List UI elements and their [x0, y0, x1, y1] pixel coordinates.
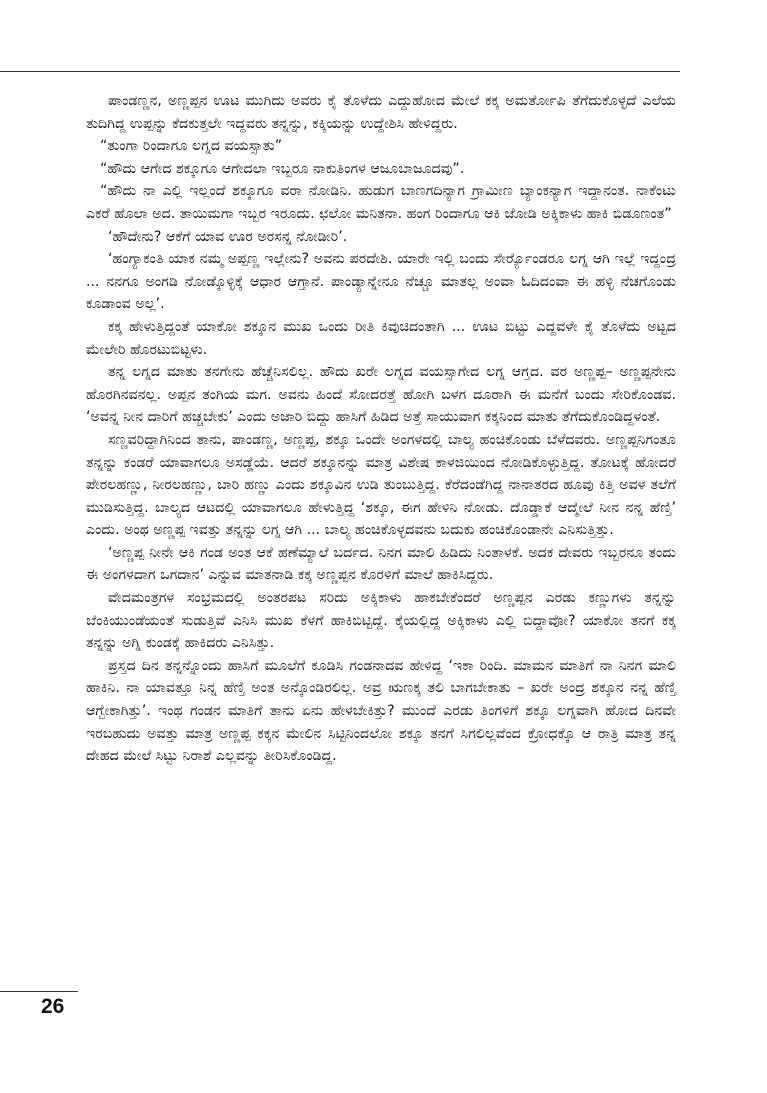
paragraph-4: “ಹೌದು ನಾ ಎಲ್ಲಿ ಇಲ್ಲಂದೆ ಶಕ್ಕೂಗೂ ವರಾ ನೋಡಿನಿ. ಹುಡುಗ ಬಾಣಗದಿನ್ಯಾಗ ಗ್ರಾಮೀಣ ಬ್ಯಾಂಕನ್ಯಾಗ ಇದ್ದಾನಂತ. ನಾಕೆಂಟು ಎಕರೆ ಹೊಲಾ ಅದ. ತಾಯಿಮಗಾ ಇಬ್ಬರ ಇರೂದು. ಛಲೋ ಮನಿತನಾ. ಹಂಗ ರಿಂದಾಗೂ ಆಕಿ ಜೋಡಿ ಅಕ್ಕಿಕಾಳು ಹಾಕಿ ಬಿಡೂಣಂತ”: [86, 183, 676, 222]
paragraph-8: ತನ್ನ ಲಗ್ನದ ಮಾತು ತನಗೇನು ಹೆಚ್ಚೆನಿಸಲಿಲ್ಲ. ಹೌದು ಖರೇ ಲಗ್ನದ ವಯಸ್ಸಾಗೇದ ಲಗ್ನ ಆಗ್ತದ. ವರ ಅಣ್ಣಪ್ಪ– ಅಣ್ಣಪ್ಪನೇನು ಹೊರಗಿನವನಲ್ಲ. ಅಪ್ಪನ ತಂಗಿಯ ಮಗ. ಅವನು ಹಿಂದೆ ಸೋದರತ್ತೆ ಹೋಗಿ ಬಳಗ ದೂರಾಗಿ ಈ ಮನೆಗೆ ಬಂದು ಸೇರಿಕೊಂಡವ. ‘ಅವನ್ನ ನೀನ ದಾರಿಗೆ ಹಚ್ಚಬೇಕು’ ಎಂದು ಅಜಾರಿ ಬಿದ್ದು ಹಾಸಿಗೆ ಹಿಡಿದ ಅತ್ತೆ ಸಾಯುವಾಗ ಕಕ್ಕನಿಂದ ಮಾತು ತೆಗೆದುಕೊಂಡಿದ್ದಳಂತೆ.: [86, 364, 676, 426]
paragraph-12: ಪ್ರಸ್ತದ ದಿನ ತನ್ನನ್ನೊಂದು ಹಾಸಿಗೆ ಮೂಲೆಗೆ ಕೂಡಿಸಿ ಗಂಡನಾದವ ಹೇಳಿದ್ದ ‘ಇಕಾ ರಿಂದಿ. ಮಾಮನ ಮಾತಿಗೆ ನಾ ನಿನಗ ಮಾಲಿ ಹಾಕಿನಿ. ನಾ ಯಾವತ್ತೂ ನಿನ್ನ ಹೆಣ್ತಿ ಅಂತ ಅನ್ಕೊಂಡಿರಲಿಲ್ಲ. ಅವ್ರ ಋಣಕ್ಕ ತಲಿ ಬಾಗಬೇಕಾತು – ಖರೇ ಅಂದ್ರ ಶಕ್ಕೂನ ನನ್ನ ಹೆಣ್ತಿ ಆಗ್ಬೇಕಾಗಿತ್ತು’. ಇಂಥ ಗಂಡನ ಮಾತಿಗೆ ತಾನು ಏನು ಹೇಳಬೇಕಿತ್ತು? ಮುಂದೆ ಎರಡು ತಿಂಗಳಿಗೆ ಶಕ್ಕೂ ಲಗ್ನವಾಗಿ ಹೋದ ದಿನವೇ ಇರಬಹುದು ಅವತ್ತು ಮಾತ್ರ ಅಣ್ಣಪ್ಪ ಕಕ್ಕನ ಮೇಲಿನ ಸಿಟ್ಟಿನಿಂದಲೋ ಶಕ್ಕೂ ತನಗೆ ಸಿಗಲಿಲ್ಲವೆಂದ ಕ್ರೋಧಕ್ಕೊ ಆ ರಾತ್ರಿ ಮಾತ್ರ ತನ್ನ ದೇಹದ ಮೇಲೆ ಸಿಟ್ಟು ನಿರಾಶೆ ಎಲ್ಲವನ್ನು ತೀರಿಸಿಕೊಂಡಿದ್ದ.: [86, 657, 676, 765]
footer-rule: [0, 991, 78, 992]
paragraph-10: ‘ಅಣ್ಣಪ್ಪ ನೀನೇ ಆಕಿ ಗಂಡ ಅಂತ ಆಕೆ ಹಣೆಮ್ಯಾಲೆ ಬರ್ದದ. ನಿನಗ ಮಾಲಿ ಹಿಡಿದು ನಿಂತಾಳಕೆ. ಅದಕ ದೇವರು ಇಬ್ಬರನೂ ತಂದು ಈ ಅಂಗಳದಾಗ ಒಗದಾನ’ ಎನ್ನುವ ಮಾತನಾಡಿ ಕಕ್ಕ ಅಣ್ಣಪ್ಪನ ಕೊರಳಿಗೆ ಮಾಲೆ ಹಾಕಿಸಿದ್ದರು.: [86, 544, 676, 584]
paragraph-6: ‘ಹಂಗ್ಯಾಕಂತಿ ಯಾಕ ನಮ್ಮ ಅಪ್ಪಣ್ಣ ಇಲ್ಲೇನು? ಅವನು ಪರದೇಶಿ. ಯಾರೇ ಇಲ್ಲಿ ಬಂದು ಸೇರ್ರ್ಯೊಂಡರೂ ಲಗ್ನ ಆಗಿ ಇಲ್ಲೆ ಇದ್ದಂದ್ರ ... ನನಗೂ ಅಂಗಡಿ ನೋಡ್ಕೊಳ್ಳಿಕ್ಕೆ ಆಧಾರ ಆಗ್ತಾನೆ. ಪಾಂಡ್ಯಾನ್ನೇನೂ ನೆಚ್ಚೂ ಮಾತಲ್ಲ ಅಂವಾ ಓದಿದಂವಾ ಈ ಹಳ್ಳಿ ನೆಚಗೊಂಡು ಕೂಡಾಂವ ಅಲ್ಲ’.: [86, 251, 676, 313]
paragraph-11: ವೇದಮಂತ್ರಗಳ ಸಂಭ್ರಮದಲ್ಲಿ ಅಂತರಪಟ ಸರಿದು ಅಕ್ಕಿಕಾಳು ಹಾಕಬೇಕೆಂದರೆ ಅಣ್ಣಪ್ಪನ ಎರಡು ಕಣ್ಣುಗಳು ತನ್ನನ್ನು ಬೆಂಕಿಯುಂಡೆಯಂತೆ ಸುಡುತ್ತಿವೆ ಎನಿಸಿ ಮುಖ ಕೆಳಗೆ ಹಾಕಿಬಿಟ್ಟಿದ್ದೆ. ಕೈಯಲ್ಲಿದ್ದ ಅಕ್ಕಿಕಾಳು ಎಲ್ಲಿ ಬಿದ್ದಾವೋ? ಯಾಕೋ ತನಗೆ ಕಕ್ಕ ತನ್ನನ್ನು ಅಗ್ನಿ ಕುಂಡಕ್ಕೆ ಹಾಕಿದರು ಎನಿಸಿತ್ತು.: [86, 590, 676, 652]
paragraph-5: ‘ಹೌದೇನು? ಆಕೆಗೆ ಯಾವ ಊರ ಅರಸನ್ನ ನೋಡೀರಿ’.: [108, 228, 348, 245]
paragraph-9: ಸಣ್ಣವರಿದ್ದಾಗಿನಿಂದ ತಾನು, ಪಾಂಡಣ್ಣ, ಅಣ್ಣಪ್ಪ, ಶಕ್ಕೂ ಒಂದೇ ಅಂಗಳದಲ್ಲಿ ಬಾಲ್ಯ ಹಂಚಿಕೊಂಡು ಬೆಳೆದವರು. ಅಣ್ಣಪ್ಪನಿಗಂತೂ ತನ್ನನ್ನು ಕಂಡರೆ ಯಾವಾಗಲೂ ಅಸಡ್ಡೆಯೆ. ಆದರೆ ಶಕ್ಕೂನನ್ನು ಮಾತ್ರ ವಿಶೇಷ ಕಾಳಜಿಯಿಂದ ನೋಡಿಕೊಳ್ಳುತ್ತಿದ್ದ. ತೋಟಕ್ಕೆ ಹೋದರೆ ಪೇರಲಹಣ್ಣು, ನೀರಲಹಣ್ಣು, ಬಾರಿ ಹಣ್ಣು ಎಂದು ಶಕ್ಕೂವಿನ ಉಡಿ ತುಂಬುತ್ತಿದ್ದ. ಕೆರೆದಂಡೆಗಿದ್ದ ನಾನಾತರದ ಹೂವು ಕಿತ್ತಿ ಅವಳ ತಲೆಗೆ ಮುಡಿಸುತ್ತಿದ್ದ. ಬಾಲ್ಯದ ಆಟದಲ್ಲಿ ಯಾವಾಗಲೂ ಹೇಳುತ್ತಿದ್ದ ‘ಶಕ್ಕೂ, ಈಗ ಹೇಳಿನಿ ನೋಡು. ದೊಡ್ಡಾಕೆ ಆದ್ಮೇಲೆ ನೀನ ನನ್ನ ಹೆಣ್ತಿ’ ಎಂದು. ಅಂಥ ಅಣ್ಣಪ್ಪ ಇವತ್ತು ತನ್ನನ್ನು ಲಗ್ನ ಆಗಿ ... ಬಾಲ್ಯ ಹಂಚಿಕೊಳ್ಳದವನು ಬದುಕು ಹಂಚಿಕೊಂಡಾನೇ ಎನಿಸುತ್ತಿತ್ತು.: [86, 431, 676, 539]
paragraph-7: ಕಕ್ಕ ಹೇಳುತ್ತಿದ್ದಂತೆ ಯಾಕೋ ಶಕ್ಕೂನ ಮುಖ ಒಂದು ರೀತಿ ಕಿವುಚಿದಂತಾಗಿ ... ಊಟ ಬಿಟ್ಟು ಎದ್ದವಳೇ ಕೈ ತೊಳೆದು ಅಟ್ಟದ ಮೇಲೇರಿ ಹೊರಟುಬಿಟ್ಟಳು.: [86, 318, 676, 358]
paragraph-3: “ಹೌದು ಆಗೇದ ಶಕ್ಕೂಗೂ ಆಗೇದಲಾ ಇಬ್ಬರೂ ನಾಕುತಿಂಗಳ ಆಜೂಬಾಜೂದವು”.: [100, 160, 465, 177]
paragraph-1: ಪಾಂಡಣ್ಣನ, ಅಣ್ಣಪ್ಪನ ಊಟ ಮುಗಿದು ಅವರು ಕೈ ತೊಳೆದು ಎದ್ದುಹೋದ ಮೇಲೆ ಕಕ್ಕ ಅಮರ್ತೋಪಿ ತೆಗೆದುಕೊಳ್ಳದೆ ಎಲೆಯ ತುದಿಗಿದ್ದ ಉಪ್ಪನ್ನು ಕೆದಕುತ್ತಲೇ ಇದ್ದವರು ತನ್ನನ್ನು, ಕಕ್ಕಿಯನ್ನು ಉದ್ದೇಶಿಸಿ ಹೇಳಿದ್ದರು.: [86, 93, 676, 132]
page-number: 26: [41, 995, 65, 1018]
header-rule: [0, 71, 680, 72]
body-text: [86, 90, 676, 768]
paragraph-2: “ತುಂಗಾ ರಿಂದಾಗೂ ಲಗ್ನದ ವಯಸ್ಸಾತು”: [100, 138, 283, 155]
